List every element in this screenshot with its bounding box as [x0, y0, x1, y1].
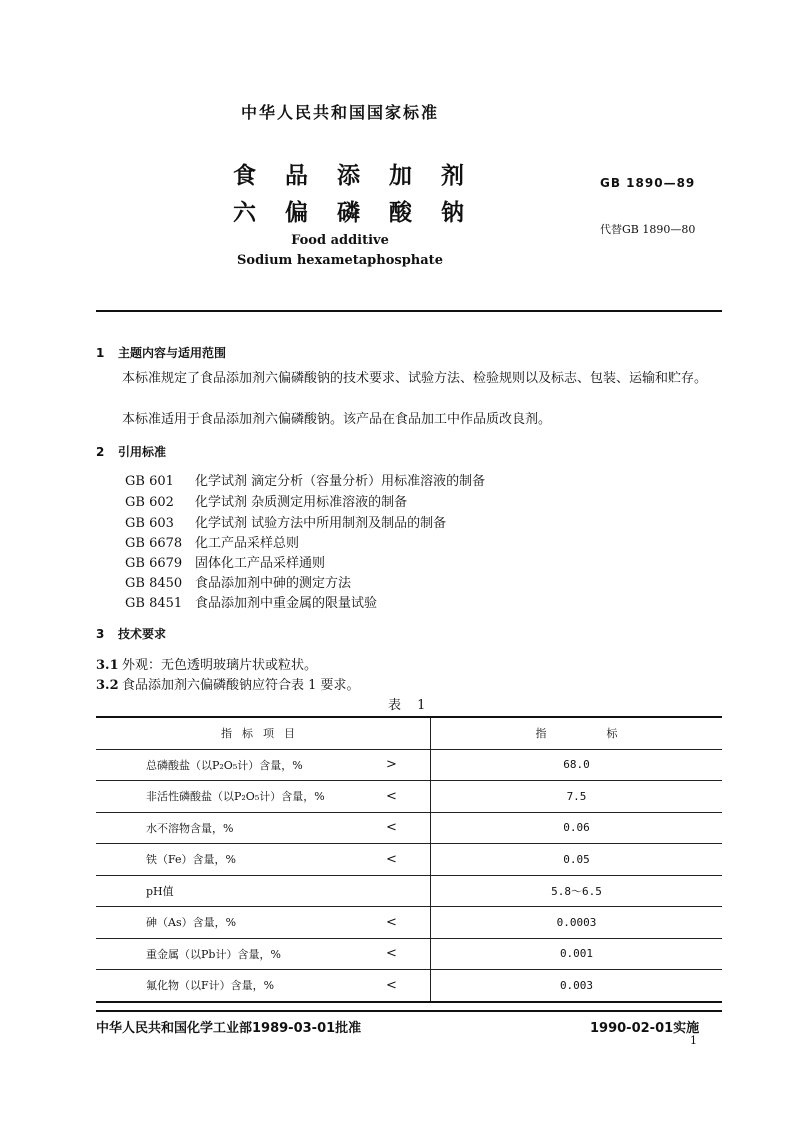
footer-divider [96, 1010, 722, 1012]
title-char: 钠 [441, 200, 464, 226]
section-title: 引用标准 [118, 445, 167, 459]
table-header-row [96, 717, 722, 749]
table-row: pH值 5.8～6.5 [96, 875, 722, 907]
reference-item: GB 8450 食品添加剂中砷的测定方法 [125, 576, 352, 591]
title-en-line2: Sodium hexametaphosphate [237, 253, 443, 268]
gb-number: GB 1890—89 [600, 176, 696, 190]
title-zh-line2 [233, 194, 493, 227]
table-row: 非活性磷酸盐（以P₂O₅计）含量，% < 7.5 [96, 781, 722, 813]
section-1-para-1: 本标准规定了食品添加剂六偏磷酸钠的技术要求、试验方法、检验规则以及标志、包装、运输和贮存。 [122, 371, 708, 386]
title-en-line1: Food additive [291, 233, 389, 248]
header-item: 指标项目 [96, 717, 431, 749]
reference-item: GB 8451 食品添加剂中重金属的限量试验 [125, 596, 378, 611]
reference-item: GB 6678 化工产品采样总则 [125, 536, 300, 551]
title-zh-line1 [233, 157, 493, 190]
header-value: 指标 [431, 717, 723, 749]
title-char: 六 [233, 200, 256, 226]
effective-note: 1990-02-01实施 [590, 1021, 700, 1036]
table-row: 氟化物（以F计）含量，% < 0.003 [96, 970, 722, 1002]
reference-item: GB 601 化学试剂 滴定分析（容量分析）用标准溶液的制备 [125, 474, 486, 489]
clause-3-1: 3.1 外观：无色透明玻璃片状或粒状。 [96, 658, 318, 673]
title-char: 酸 [389, 200, 412, 226]
table-row: 重金属（以Pb计）含量，% < 0.001 [96, 938, 722, 970]
clause-3-2: 3.2 食品添加剂六偏磷酸钠应符合表 1 要求。 [96, 678, 360, 693]
table-caption: 表 1 [388, 698, 432, 713]
approval-note: 中华人民共和国化学工业部1989-03-01批准 [96, 1021, 362, 1036]
title-char: 偏 [285, 200, 308, 226]
table-row: 铁（Fe）含量，% < 0.05 [96, 844, 722, 876]
title-char: 添 [337, 163, 360, 189]
title-char: 加 [389, 163, 412, 189]
standard-header: 中华人民共和国国家标准 [240, 103, 439, 122]
section-2-heading [96, 443, 166, 460]
table-row: 砷（As）含量，% < 0.0003 [96, 907, 722, 939]
table-row: 水不溶物含量，% < 0.06 [96, 812, 722, 844]
section-1-para-2: 本标准适用于食品添加剂六偏磷酸钠。该产品在食品加工中作品质改良剂。 [122, 412, 552, 427]
section-title: 技术要求 [118, 627, 167, 641]
reference-item: GB 603 化学试剂 试验方法中所用制剂及制品的制备 [125, 516, 447, 531]
section-3-heading [96, 625, 166, 642]
title-char: 食 [233, 163, 256, 189]
section-number: 3 [96, 627, 105, 641]
title-char: 磷 [337, 200, 360, 226]
header-divider [96, 310, 722, 312]
page-number: 1 [690, 1034, 697, 1047]
reference-item: GB 602 化学试剂 杂质测定用标准溶液的制备 [125, 495, 408, 510]
spec-table [96, 716, 722, 1003]
section-number: 2 [96, 445, 105, 459]
reference-item: GB 6679 固体化工产品采样通则 [125, 556, 326, 571]
replaces-note: 代替GB 1890—80 [600, 223, 696, 236]
section-number: 1 [96, 346, 105, 360]
title-char: 剂 [441, 163, 464, 189]
section-1-heading [96, 344, 226, 361]
section-title: 主题内容与适用范围 [118, 346, 227, 360]
title-char: 品 [285, 163, 308, 189]
table-row: 总磷酸盐（以P₂O₅计）含量，% > 68.0 [96, 749, 722, 781]
